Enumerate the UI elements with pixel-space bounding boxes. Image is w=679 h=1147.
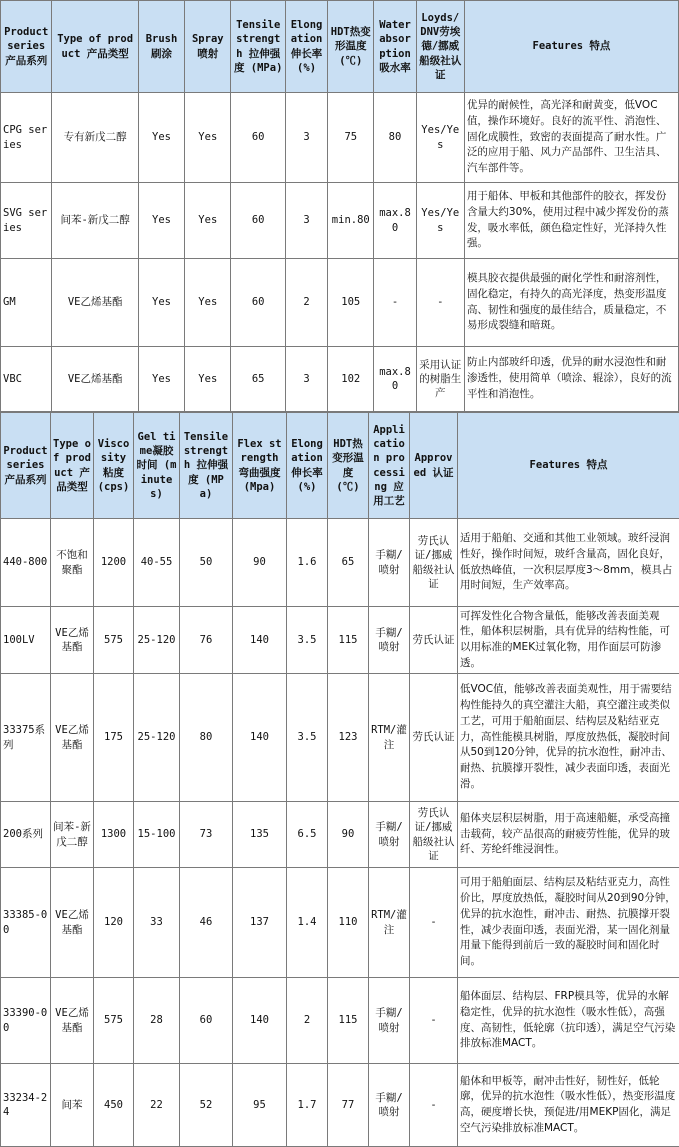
table-row [1, 868, 679, 978]
value-cell: min.80 [328, 183, 374, 259]
column-header: Gel time凝胶时间 (minutes) [134, 413, 180, 519]
value-cell: 110 [328, 868, 369, 978]
value-cell: 80 [180, 674, 233, 802]
value-cell: 102 [328, 347, 374, 412]
value-cell: 40-55 [134, 519, 180, 607]
value-cell: 1200 [94, 519, 134, 607]
value-cell: Yes [138, 347, 184, 412]
value-cell: 3 [285, 347, 327, 412]
value-cell: 65 [231, 347, 286, 412]
value-cell: 15-100 [134, 802, 180, 868]
value-cell: - [416, 259, 464, 347]
value-cell: 33 [134, 868, 180, 978]
value-cell: max.80 [374, 347, 416, 412]
features-cell: 优异的耐候性，高光泽和耐黄变，低VOC值，操作环境好。良好的流平性、消泡性、固化成膜性，致密的表面提高了耐水性。广泛的应用于船、风力产品部件、卫生洁具、汽车部件等。 [464, 93, 678, 183]
table-row [1, 183, 679, 259]
value-cell: 手糊/喷射 [369, 519, 410, 607]
value-cell: 77 [328, 1064, 369, 1147]
value-cell: Yes/Yes [416, 93, 464, 183]
value-cell: 1.4 [287, 868, 328, 978]
value-cell: 115 [328, 607, 369, 674]
value-cell: RTM/灌注 [369, 674, 410, 802]
value-cell: 175 [94, 674, 134, 802]
value-cell: 1300 [94, 802, 134, 868]
column-header: Elongation 伸长率 (%) [287, 413, 328, 519]
value-cell: Yes [138, 183, 184, 259]
value-cell: 1.7 [287, 1064, 328, 1147]
value-cell: VE乙烯基酯 [51, 978, 94, 1064]
value-cell: 120 [94, 868, 134, 978]
value-cell: Yes [185, 93, 231, 183]
value-cell: 劳氏认证 [410, 674, 458, 802]
table-row [1, 978, 679, 1064]
value-cell: 140 [233, 674, 287, 802]
column-header: Viscosity 粘度 (cps) [94, 413, 134, 519]
series-cell: 100LV [1, 607, 51, 674]
value-cell: 25-120 [134, 674, 180, 802]
column-header: Type of product 产品类型 [52, 1, 138, 93]
value-cell: VE乙烯基酯 [51, 607, 94, 674]
value-cell: 95 [233, 1064, 287, 1147]
value-cell: 575 [94, 607, 134, 674]
value-cell: 劳氏认证 [410, 607, 458, 674]
column-header: Water absorption 吸水率 [374, 1, 416, 93]
series-cell: CPG series [1, 93, 52, 183]
value-cell: 76 [180, 607, 233, 674]
value-cell: 140 [233, 607, 287, 674]
value-cell: VE乙烯基酯 [51, 674, 94, 802]
value-cell: 手糊/喷射 [369, 607, 410, 674]
column-header: Tensile strength 拉伸强度 (MPa) [180, 413, 233, 519]
series-cell: 200系列 [1, 802, 51, 868]
header-row [1, 413, 679, 519]
value-cell: 不饱和聚酯 [51, 519, 94, 607]
value-cell: - [374, 259, 416, 347]
column-header: HDT热变形温度 (℃) [328, 413, 369, 519]
value-cell: RTM/灌注 [369, 868, 410, 978]
value-cell: 60 [180, 978, 233, 1064]
value-cell: Yes [138, 93, 184, 183]
column-header: Tensile strength 拉伸强度 (MPa) [231, 1, 286, 93]
value-cell: 专有新戊二醇 [52, 93, 138, 183]
value-cell: 间苯-新戊二醇 [51, 802, 94, 868]
value-cell: 90 [233, 519, 287, 607]
table-row [1, 93, 679, 183]
series-cell: 33375系列 [1, 674, 51, 802]
features-cell: 低VOC值，能够改善表面美观性，用于需要结构性能持久的真空灌注大船，真空灌注或类似工艺，可用于船舶面层、结构层及粘结亚克力，高性能模具树脂，厚度放热低，凝胶时间从50到120分钟，优异的抗水泡性，耐冲击、耐热、抗膜撑开裂性，减少表面印透，表面光滑。 [458, 674, 679, 802]
features-cell: 船体和甲板等，耐冲击性好，韧性好，低轮廓，优异的抗水泡性（吸水性低），热变形温度高，硬度增长快，预促进/用MEKP固化，满足空气污染排放标准MACT。 [458, 1064, 679, 1147]
value-cell: 65 [328, 519, 369, 607]
column-header: Features 特点 [464, 1, 678, 93]
value-cell: Yes/Yes [416, 183, 464, 259]
value-cell: 3.5 [287, 674, 328, 802]
column-header: HDT热变形温度 (℃) [328, 1, 374, 93]
value-cell: 22 [134, 1064, 180, 1147]
value-cell: Yes [185, 347, 231, 412]
spec-table-2 [0, 412, 679, 1147]
value-cell: 间苯-新戊二醇 [52, 183, 138, 259]
column-header: Product series 产品系列 [1, 1, 52, 93]
value-cell: 1.6 [287, 519, 328, 607]
value-cell: 135 [233, 802, 287, 868]
value-cell: 80 [374, 93, 416, 183]
value-cell: 60 [231, 259, 286, 347]
value-cell: 3.5 [287, 607, 328, 674]
value-cell: 140 [233, 978, 287, 1064]
series-cell: 33385-00 [1, 868, 51, 978]
value-cell: 46 [180, 868, 233, 978]
column-header: Loyds/DNV劳埃德/挪威船级社认证 [416, 1, 464, 93]
value-cell: Yes [185, 183, 231, 259]
column-header: Application processing 应用工艺 [369, 413, 410, 519]
table-row [1, 674, 679, 802]
features-cell: 适用于船舶、交通和其他工业领域。玻纤浸润性好，操作时间短，玻纤含量高，固化良好，低放热峰值，一次积层厚度3～8mm，模具占用时间短，生产效率高。 [458, 519, 679, 607]
column-header: Spray 喷射 [185, 1, 231, 93]
spec-table [0, 0, 679, 412]
value-cell: 劳氏认证/挪威船级社认证 [410, 519, 458, 607]
column-header: Brush 刷涂 [138, 1, 184, 93]
value-cell: 73 [180, 802, 233, 868]
series-cell: 33390-00 [1, 978, 51, 1064]
column-header: Type of product 产品类型 [51, 413, 94, 519]
value-cell: 450 [94, 1064, 134, 1147]
value-cell: 劳氏认证/挪威船级社认证 [410, 802, 458, 868]
value-cell: 123 [328, 674, 369, 802]
value-cell: max.80 [374, 183, 416, 259]
header-row [1, 1, 679, 93]
value-cell: 575 [94, 978, 134, 1064]
value-cell: 手糊/喷射 [369, 1064, 410, 1147]
value-cell: - [410, 978, 458, 1064]
value-cell: 50 [180, 519, 233, 607]
value-cell: 25-120 [134, 607, 180, 674]
table-row [1, 519, 679, 607]
features-cell: 船体面层、结构层、FRP模具等，优异的水解稳定性，优异的抗水泡性（吸水性低），高强度、高韧性，低轮廓（抗印透），满足空气污染排放标准MACT。 [458, 978, 679, 1064]
value-cell: 6.5 [287, 802, 328, 868]
series-cell: SVG series [1, 183, 52, 259]
value-cell: 手糊/喷射 [369, 802, 410, 868]
value-cell: Yes [138, 259, 184, 347]
table-row [1, 347, 679, 412]
value-cell: 115 [328, 978, 369, 1064]
value-cell: VE乙烯基酯 [52, 347, 138, 412]
value-cell: VE乙烯基酯 [51, 868, 94, 978]
series-cell: 33234-24 [1, 1064, 51, 1147]
column-header: Product series 产品系列 [1, 413, 51, 519]
table-row [1, 607, 679, 674]
value-cell: 137 [233, 868, 287, 978]
table-row [1, 802, 679, 868]
column-header: Features 特点 [458, 413, 679, 519]
value-cell: 105 [328, 259, 374, 347]
value-cell: 28 [134, 978, 180, 1064]
features-cell: 用于船体、甲板和其他部件的胶衣，挥发份含量大约30%，使用过程中减少挥发份的蒸发，吸水率低，颜色稳定性好，光泽持久性强。 [464, 183, 678, 259]
table-row [1, 259, 679, 347]
value-cell: 手糊/喷射 [369, 978, 410, 1064]
value-cell: 间苯 [51, 1064, 94, 1147]
value-cell: - [410, 868, 458, 978]
features-cell: 可用于船舶面层、结构层及粘结亚克力，高性价比，厚度放热低，凝胶时间从20到90分钟，优异的抗水泡性，耐冲击、耐热、抗膜撑开裂性，减少表面印透，表面光滑，某一固化剂量用量下能得到前后一致的凝胶时间和固化时间。 [458, 868, 679, 978]
value-cell: 52 [180, 1064, 233, 1147]
value-cell: Yes [185, 259, 231, 347]
features-cell: 防止内部玻纤印透，优异的耐水浸泡性和耐渗透性，使用简单（喷涂、辊涂），良好的流平性和消泡性。 [464, 347, 678, 412]
series-cell: VBC [1, 347, 52, 412]
column-header: Approved 认证 [410, 413, 458, 519]
value-cell: - [410, 1064, 458, 1147]
features-cell: 可挥发性化合物含量低，能够改善表面美观性，船体积层树脂，具有优异的结构性能，可以用标准的MEK过氧化物，用作面层可防渗透。 [458, 607, 679, 674]
series-cell: 440-800 [1, 519, 51, 607]
value-cell: VE乙烯基酯 [52, 259, 138, 347]
series-cell: GM [1, 259, 52, 347]
table-row [1, 1064, 679, 1147]
value-cell: 采用认证的树脂生产 [416, 347, 464, 412]
value-cell: 60 [231, 93, 286, 183]
column-header: Elongation 伸长率 (%) [285, 1, 327, 93]
value-cell: 90 [328, 802, 369, 868]
value-cell: 3 [285, 93, 327, 183]
features-cell: 船体夹层积层树脂，用于高速船艇，承受高撞击载荷，较产品很高的耐疲劳性能，优异的玻纤、芳纶纤维浸润性。 [458, 802, 679, 868]
value-cell: 2 [287, 978, 328, 1064]
value-cell: 2 [285, 259, 327, 347]
value-cell: 75 [328, 93, 374, 183]
column-header: Flex strength 弯曲强度 (Mpa) [233, 413, 287, 519]
value-cell: 3 [285, 183, 327, 259]
features-cell: 模具胶衣提供最强的耐化学性和耐溶剂性，固化稳定，有持久的高光泽度，热变形温度高、韧性和强度的最佳结合，质量稳定，不易形成裂缝和暗斑。 [464, 259, 678, 347]
value-cell: 60 [231, 183, 286, 259]
